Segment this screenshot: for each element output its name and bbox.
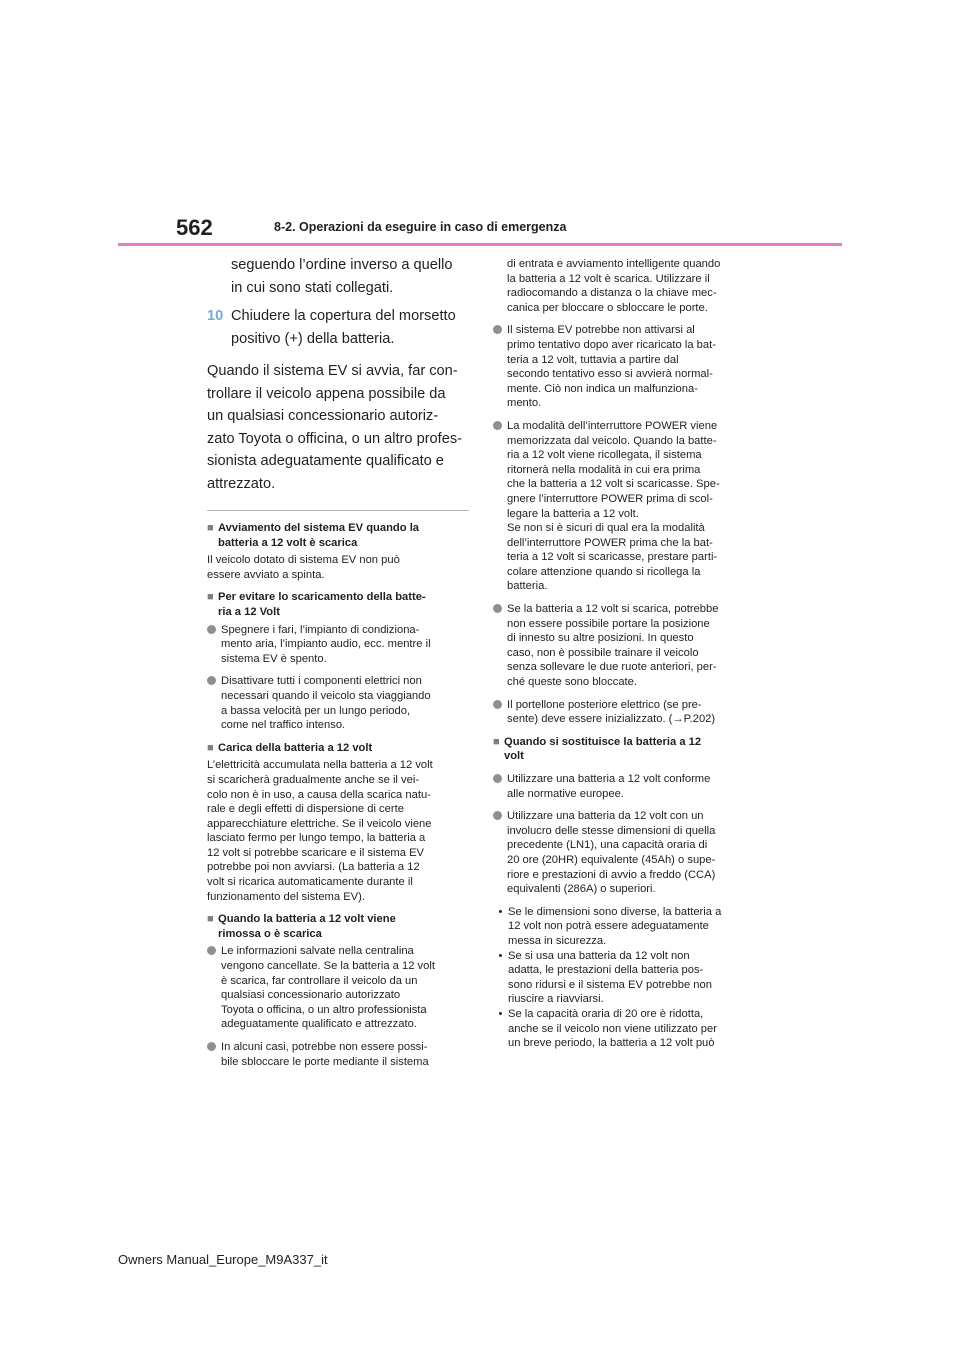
step-text: Chiudere la copertura del morsetto positivo (+) della batteria. xyxy=(231,308,456,347)
sub-bullet-icon: • xyxy=(498,949,503,962)
square-bullet-icon: ■ xyxy=(207,522,214,534)
right-column xyxy=(493,257,757,1051)
push-start-note: Il veicolo dotato di sistema EV non può essere avviato a spinta. xyxy=(207,554,400,581)
bullet-dot-icon xyxy=(207,946,216,955)
list-item: In alcuni casi, potrebbe non essere possi- bile sbloccare le porte mediante il sistema xyxy=(207,1040,469,1069)
continuation-text: seguendo l’ordine inverso a quello in cui sono stati collegati. xyxy=(231,257,453,296)
square-bullet-icon: ■ xyxy=(493,735,500,748)
section-title: 8-2. Operazioni da eseguire in caso di emergenza xyxy=(274,220,567,234)
sub-list-item: • Se si usa una batteria da 12 volt non adatta, le prestazioni della batteria pos- sono ridursi e il sistema EV potrebbe non riuscire a riavviarsi. xyxy=(493,949,757,1007)
square-bullet-icon: ■ xyxy=(207,591,214,604)
list-item: Le informazioni salvate nella centralina vengono cancellate. Se la batteria a 12 volt è scarica, far controllare il veicolo da un qualsiasi concessionario autorizzato Toyota o officina, o un altro professionista adeguatamente qualificato e attrezzato. xyxy=(207,944,469,1032)
bullet-dot-icon xyxy=(493,811,502,820)
list-item: Se la batteria a 12 volt si scarica, potrebbe non essere possibile portare la posizione di innesto su altre posizioni. In questo caso, non è possibile trainare il veicolo senza sollevare le due ruote anteriori, per- ché queste sono bloccate. xyxy=(493,602,757,690)
ev-start-paragraph: Quando il sistema EV si avvia, far con- trollare il veicolo appena possibile da un qualsiasi concessionario autoriz- zato Toyota o officina, o un altro profes- sionista adeguatamente qualificato e attrezzato. xyxy=(207,363,463,492)
bullet-dot-icon xyxy=(493,700,502,709)
heading-battery-replacement: ■ Quando si sostituisce la batteria a 12 volt xyxy=(493,735,702,763)
list-item: Il sistema EV potrebbe non attivarsi al primo tentativo dopo aver ricaricato la bat- teria a 12 volt, tuttavia a partire dal secondo tentativo esso si avvierà normal- mente. Ciò non indica un malfunziona- mento. xyxy=(493,323,757,411)
footer-manual-id: Owners Manual_Europe_M9A337_it xyxy=(118,1252,328,1267)
page-reference-link[interactable]: sente) deve essere inizializzato. (→P.202) xyxy=(507,713,716,726)
sub-list-item: • Se le dimensioni sono diverse, la batteria a 12 volt non potrà essere adeguatamente messa in sicurezza. xyxy=(493,905,757,949)
sub-bullet-icon: • xyxy=(498,905,503,918)
square-bullet-icon: ■ xyxy=(207,741,214,754)
step-10 xyxy=(207,305,469,350)
list-item: Utilizzare una batteria a 12 volt conforme alle normative europee. xyxy=(493,772,757,801)
bullet-dot-icon xyxy=(207,676,216,685)
bullet-dot-icon xyxy=(493,421,502,430)
heading-ev-start-dead-battery: ■ Avviamento del sistema EV quando la batteria a 12 volt è scarica xyxy=(207,522,420,549)
section-divider xyxy=(207,510,469,511)
header-divider xyxy=(118,243,842,246)
heading-battery-removed: ■ Quando la batteria a 12 volt viene rimossa o è scarica xyxy=(207,913,396,940)
list-item: Disattivare tutti i componenti elettrici non necessari quando il veicolo sta viaggiando a bassa velocità per un lungo periodo, come nel traffico intenso. xyxy=(207,674,469,732)
step-number: 10 xyxy=(207,308,224,324)
list-item: Il portellone posteriore elettrico (se pre- sente) deve essere inizializzato. (→P.202) xyxy=(493,698,757,727)
battery-charge-text: L’elettricità accumulata nella batteria a 12 volt si scaricherà gradualmente anche se il vei- colo non è in uso, a causa della scarica natu- rale e degli effetti di dispersione di certe apparecchiature elettriche. Se il veicolo viene lasciato fermo per lungo tempo, la batteria a 12 volt si potrebbe scaricare e il sistema EV potrebbe poi non avviarsi. (La batteria a 12 volt si ricarica automaticamente durante il funzionamento del sistema EV). xyxy=(207,759,433,903)
sub-list-item: • Se la capacità oraria di 20 ore è ridotta, anche se il veicolo non viene utilizzato per un breve periodo, la batteria a 12 volt può xyxy=(493,1007,757,1051)
heading-battery-charge: ■ Carica della batteria a 12 volt xyxy=(207,741,373,754)
bullet-dot-icon xyxy=(493,325,502,334)
list-item: Utilizzare una batteria da 12 volt con un involucro delle stesse dimensioni di quella precedente (LN1), una capacità oraria di 20 ore (20HR) equivalente (45Ah) o supe- riore e prestazioni di avvio a freddo (CCA) equivalenti (286A) o superiori. xyxy=(493,809,757,897)
continuation-text: di entrata e avviamento intelligente quando la batteria a 12 volt è scarica. Utilizzare il radiocomando a distanza o la chiave mec- canica per bloccare o sbloccare le porte. xyxy=(507,258,721,314)
bullet-dot-icon xyxy=(207,1042,216,1051)
sub-bullet-icon: • xyxy=(498,1007,503,1020)
heading-prevent-discharge: ■ Per evitare lo scaricamento della batte- ria a 12 Volt xyxy=(207,591,426,618)
list-item: Spegnere i fari, l’impianto di condiziona- mento aria, l’impianto audio, ecc. mentre il sistema EV è spento. xyxy=(207,623,469,667)
square-bullet-icon: ■ xyxy=(207,913,214,926)
bullet-dot-icon xyxy=(207,625,216,634)
bullet-dot-icon xyxy=(493,774,502,783)
bullet-dot-icon xyxy=(493,604,502,613)
page-number: 562 xyxy=(176,215,213,240)
left-column xyxy=(207,254,469,1077)
list-item: La modalità dell’interruttore POWER viene memorizzata dal veicolo. Quando la batte- ria a 12 volt viene ricollegata, il sistema ritornerà nella modalità in cui era prima che la batteria a 12 volt si scaricasse. Spe- gnere l’interruttore POWER prima di scol- legare la batteria a 12 volt. Se non si è sicuri di qual era la modalità dell’interruttore POWER prima che la bat- teria a 12 volt si scaricasse, prestare parti- colare attenzione quando si ricollega la batteria. xyxy=(493,419,757,594)
